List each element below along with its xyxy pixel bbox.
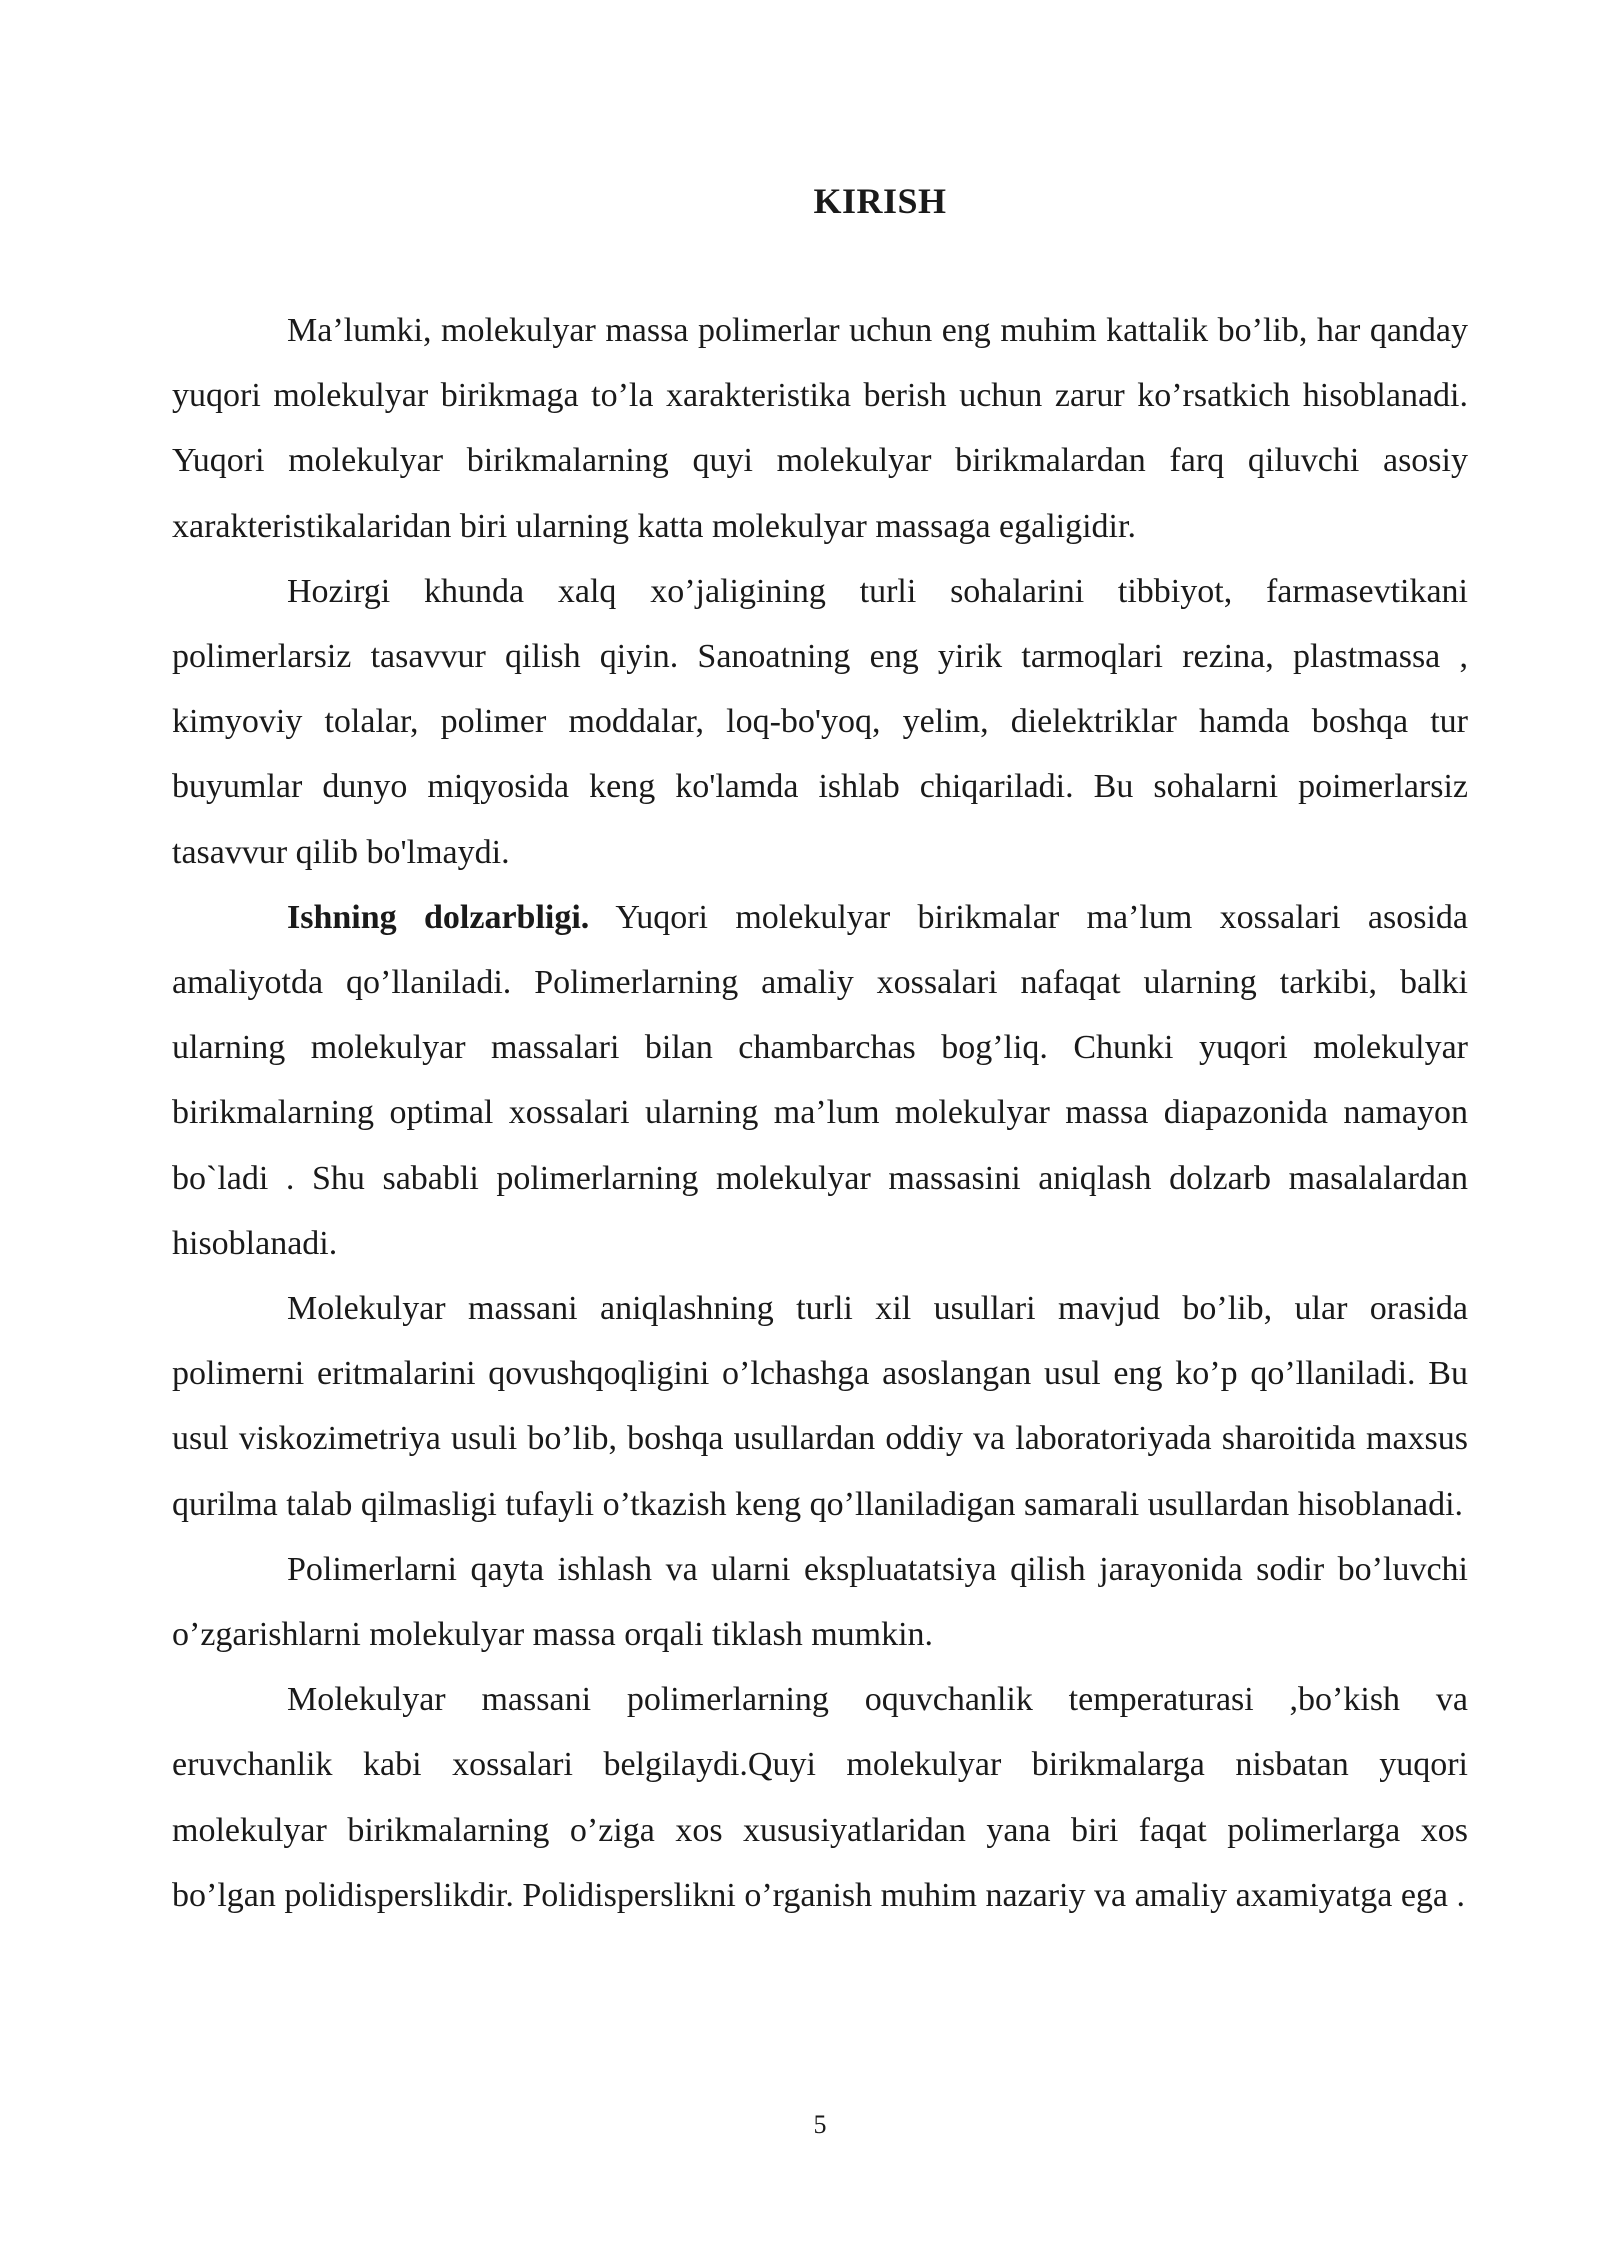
paragraph-1 [172,298,1468,559]
paragraph-1-text: Ma’lumki, molekulyar massa polimerlar uchun eng muhim kattalik bo’lib, har qanday yuqori molekulyar birikmaga to’la xarakteristika berish uchun zarur ko’rsatkich hisoblanadi. Yuqori molekulyar birikmalarning quyi molekulyar birikmalardan farq qiluvchi asosiy xarakteristikalaridan biri ularning katta molekulyar massaga egaligidir. [172,312,1468,545]
paragraph-4-text: Molekulyar massani aniqlashning turli xil usullari mavjud bo’lib, ular orasida polimerni eritmalarini qovushqoqligini o’lchashga asoslangan usul eng ko’p qo’llaniladi. Bu usul viskozimetriya usuli bo’lib, boshqa usullardan oddiy va laboratoriyada sharoitida maxsus qurilma talab qilmasligi tufayli o’tkazish keng qo’llaniladigan samarali usullardan hisoblanadi. [172,1290,1468,1523]
paragraph-5-text: Polimerlarni qayta ishlash va ularni ekspluatatsiya qilish jarayonida sodir bo’luvchi o’zgarishlarni molekulyar massa orqali tiklash mumkin. [172,1550,1468,1654]
paragraph-3-lead: Ishning dolzarbligi. [287,898,590,936]
page-title: KIRISH [813,181,947,221]
paragraph-6-text: Molekulyar massani polimerlarning oquvchanlik temperaturasi ,bo’kish va eruvchanlik kabi xossalari belgilaydi.Quyi molekulyar birikmalarga nisbatan yuqori molekulyar birikmalarning o’ziga xos xususiyatlaridan yana biri faqat polimerlarga xos bo’lgan polidisperslikdir. Polidisperslikni o’rganish muhim nazariy va amaliy axamiyatga ega . [172,1681,1468,1914]
paragraph-3-text: Yuqori molekulyar birikmalar ma’lum xossalari asosida amaliyotda qo’llaniladi. Polimerlarning amaliy xossalari nafaqat ularning tarkibi, balki ularning molekulyar massalari bilan chambarchas bog’liq. Chunki yuqori molekulyar birikmalarning optimal xossalari ularning ma’lum molekulyar massa diapazonida namayon bo`ladi . Shu sababli polimerlarning molekulyar massasini aniqlash dolzarb masalalardan hisoblanadi. [172,898,1468,1262]
page-number: 5 [813,2110,827,2139]
body-text [172,298,1468,1928]
paragraph-2 [172,559,1468,885]
paragraph-5 [172,1537,1468,1667]
paragraph-6 [172,1667,1468,1928]
paragraph-3 [172,885,1468,1276]
paragraph-2-text: Hozirgi khunda xalq xo’jaligining turli sohalarini tibbiyot, farmasevtikani polimerlarsiz tasavvur qilish qiyin. Sanoatning eng yirik tarmoqlari rezina, plastmassa , kimyoviy tolalar, polimer moddalar, loq-bo'yoq, yelim, dielektriklar hamda boshqa tur buyumlar dunyo miqyosida keng ko'lamda ishlab chiqariladi. Bu sohalarni poimerlarsiz tasavvur qilib bo'lmaydi. [172,572,1468,871]
paragraph-4 [172,1276,1468,1537]
